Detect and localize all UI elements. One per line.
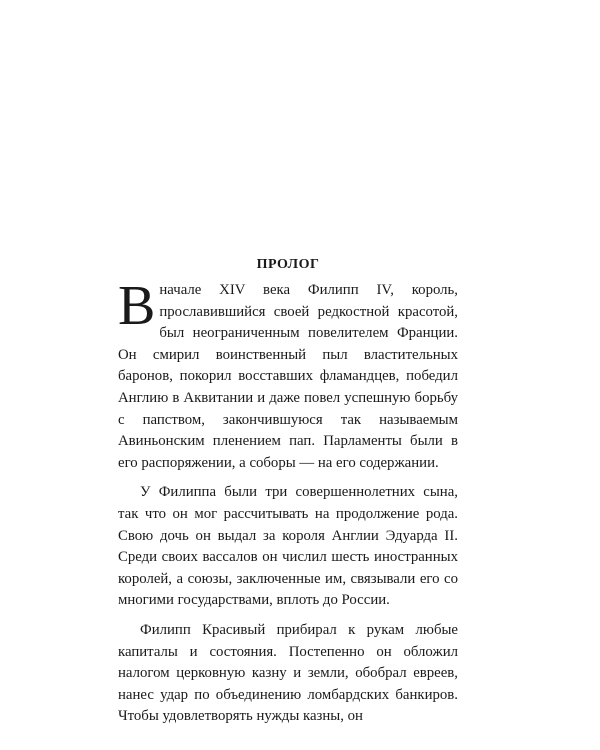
- drop-cap: В: [118, 275, 156, 337]
- chapter-title: ПРОЛОГ: [256, 257, 320, 272]
- paragraph-2: У Филиппа были три совершеннолетних сына, так что он мог рассчитывать на продолжение рода. Свою дочь он выдал за короля Англии Эдуарда II. Среди своих вассалов он числил шесть иностранных королей, а союзы, заключенные им, связывали его со многими государствами, вплоть до России.: [118, 484, 458, 609]
- body-text: [118, 275, 458, 728]
- paragraph-1-text: начале XIV века Филипп IV, король, прославившийся своей редкостной красотой, был неограниченным повелителем Франции. Он смирил воинственный пыл властительных баронов, покорил восставших фламандцев, победил Англию в Аквитании и даже повел успешную борьбу с папством, закончившуюся так называемым Авиньонским пленением пап. Парламенты были в его распоряжении, а соборы — на его содержании.: [118, 282, 458, 471]
- paragraph-1: [118, 275, 458, 474]
- paragraph-3: Филипп Красивый прибирал к рукам любые капиталы и состояния. Постепенно он обложил налогом церковную казну и земли, обобрал евреев, нанес удар по объединению ломбардских банкиров. Чтобы удовлетворять нужды казны, он: [118, 621, 458, 725]
